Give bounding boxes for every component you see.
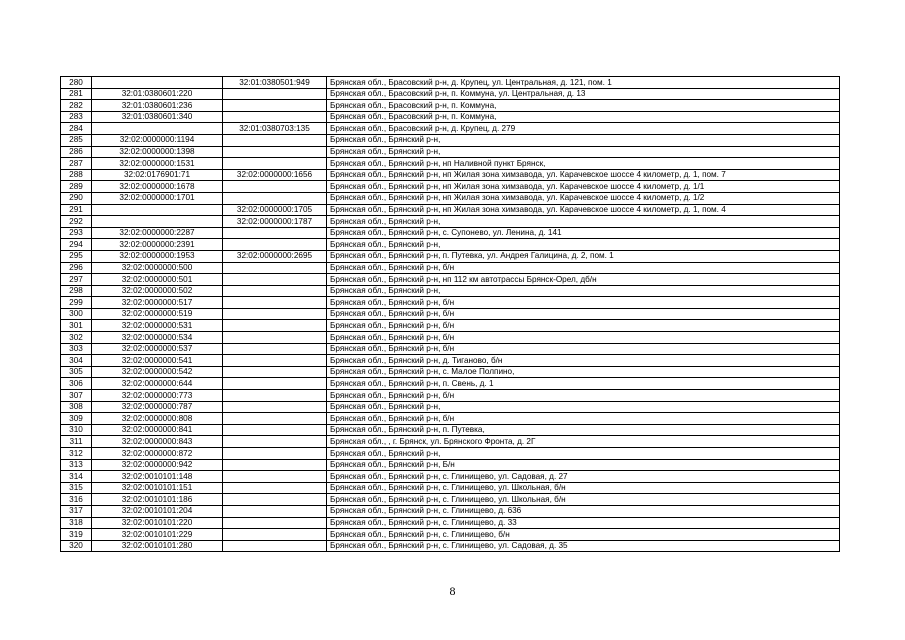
address: Брянская обл., Брянский р-н, <box>327 285 840 297</box>
cadastral-number-secondary <box>223 459 327 471</box>
table-row <box>61 332 840 344</box>
row-number: 295 <box>61 250 92 262</box>
row-number: 301 <box>61 320 92 332</box>
cadastral-number: 32:02:0000000:1398 <box>92 146 223 158</box>
address: Брянская обл., Брянский р-н, б/н <box>327 343 840 355</box>
cadastral-number-secondary <box>223 517 327 529</box>
cadastral-number-secondary <box>223 320 327 332</box>
table-row <box>61 355 840 367</box>
row-number: 319 <box>61 529 92 541</box>
table-row <box>61 262 840 274</box>
address: Брянская обл., Брянский р-н, д. Тиганово, б/н <box>327 355 840 367</box>
cadastral-number: 32:02:0000000:531 <box>92 320 223 332</box>
table-row <box>61 134 840 146</box>
row-number: 318 <box>61 517 92 529</box>
cadastral-number-secondary <box>223 355 327 367</box>
cadastral-number-secondary <box>223 88 327 100</box>
cadastral-number-secondary <box>223 262 327 274</box>
table-row <box>61 216 840 228</box>
cadastral-number-secondary <box>223 100 327 112</box>
table-row <box>61 100 840 112</box>
table-row <box>61 239 840 251</box>
cadastral-number-secondary <box>223 239 327 251</box>
cadastral-number-secondary: 32:01:0380703:135 <box>223 123 327 135</box>
table-row <box>61 111 840 123</box>
cadastral-number-secondary <box>223 448 327 460</box>
cadastral-number-secondary <box>223 529 327 541</box>
cadastral-number: 32:02:0000000:501 <box>92 274 223 286</box>
cadastral-number <box>92 123 223 135</box>
cadastral-number-secondary <box>223 297 327 309</box>
table-row <box>61 169 840 181</box>
cadastral-number-secondary <box>223 274 327 286</box>
cadastral-number: 32:02:0000000:519 <box>92 308 223 320</box>
row-number: 315 <box>61 482 92 494</box>
table-row <box>61 158 840 170</box>
cadastral-number: 32:02:0010101:204 <box>92 505 223 517</box>
cadastral-number-secondary: 32:02:0000000:2695 <box>223 250 327 262</box>
cadastral-number-secondary <box>223 505 327 517</box>
cadastral-number: 32:02:0000000:2287 <box>92 227 223 239</box>
table-row <box>61 494 840 506</box>
table-row <box>61 413 840 425</box>
table-row <box>61 274 840 286</box>
cadastral-number-secondary <box>223 332 327 344</box>
cadastral-number: 32:02:0000000:942 <box>92 459 223 471</box>
row-number: 314 <box>61 471 92 483</box>
cadastral-number: 32:02:0000000:500 <box>92 262 223 274</box>
address: Брянская обл., Брянский р-н, с. Глинищево, ул. Школьная, б/н <box>327 482 840 494</box>
cadastral-number: 32:02:0000000:843 <box>92 436 223 448</box>
cadastral-number: 32:02:0000000:872 <box>92 448 223 460</box>
row-number: 281 <box>61 88 92 100</box>
cadastral-number: 32:02:0000000:1531 <box>92 158 223 170</box>
cadastral-number: 32:01:0380601:340 <box>92 111 223 123</box>
cadastral-number: 32:02:0000000:787 <box>92 401 223 413</box>
address: Брянская обл., Брасовский р-н, п. Коммуна, <box>327 111 840 123</box>
table-row <box>61 297 840 309</box>
cadastral-number-secondary <box>223 540 327 552</box>
row-number: 316 <box>61 494 92 506</box>
cadastral-number: 32:02:0000000:2391 <box>92 239 223 251</box>
address: Брянская обл., Брянский р-н, с. Глинищево, б/н <box>327 529 840 541</box>
cadastral-number: 32:02:0000000:1194 <box>92 134 223 146</box>
cadastral-number-secondary <box>223 227 327 239</box>
address: Брянская обл., Брянский р-н, Б/н <box>327 459 840 471</box>
row-number: 298 <box>61 285 92 297</box>
table-row <box>61 181 840 193</box>
address: Брянская обл., Брянский р-н, б/н <box>327 320 840 332</box>
cadastral-number-secondary <box>223 390 327 402</box>
address: Брянская обл., Брянский р-н, п. Свень, д. 1 <box>327 378 840 390</box>
cadastral-number: 32:02:0000000:773 <box>92 390 223 402</box>
cadastral-number: 32:02:0010101:229 <box>92 529 223 541</box>
address: Брянская обл., Брянский р-н, с. Глинищево, ул. Садовая, д. 27 <box>327 471 840 483</box>
cadastral-number-secondary <box>223 424 327 436</box>
cadastral-number <box>92 77 223 89</box>
table-row <box>61 436 840 448</box>
row-number: 288 <box>61 169 92 181</box>
address: Брянская обл., Брасовский р-н, п. Коммуна, <box>327 100 840 112</box>
row-number: 287 <box>61 158 92 170</box>
address: Брянская обл., Брянский р-н, с. Глинищево, ул. Школьная, б/н <box>327 494 840 506</box>
cadastral-number-secondary: 32:02:0000000:1656 <box>223 169 327 181</box>
table-row <box>61 366 840 378</box>
address: Брянская обл., Брянский р-н, с. Глинищево, ул. Садовая, д. 35 <box>327 540 840 552</box>
row-number: 311 <box>61 436 92 448</box>
address: Брянская обл., Брасовский р-н, д. Крупец, ул. Центральная, д. 121, пом. 1 <box>327 77 840 89</box>
row-number: 308 <box>61 401 92 413</box>
cadastral-number: 32:02:0010101:151 <box>92 482 223 494</box>
table-row <box>61 459 840 471</box>
cadastral-number: 32:02:0000000:841 <box>92 424 223 436</box>
cadastral-number-secondary: 32:02:0000000:1787 <box>223 216 327 228</box>
row-number: 286 <box>61 146 92 158</box>
row-number: 313 <box>61 459 92 471</box>
row-number: 305 <box>61 366 92 378</box>
cadastral-number: 32:02:0000000:644 <box>92 378 223 390</box>
table-row <box>61 146 840 158</box>
address: Брянская обл., Брянский р-н, п. Путевка, ул. Андрея Галицина, д. 2, пом. 1 <box>327 250 840 262</box>
table-row <box>61 88 840 100</box>
row-number: 310 <box>61 424 92 436</box>
cadastral-number-secondary: 32:02:0000000:1705 <box>223 204 327 216</box>
table-row <box>61 505 840 517</box>
cadastral-number: 32:02:0000000:1678 <box>92 181 223 193</box>
row-number: 280 <box>61 77 92 89</box>
address: Брянская обл., Брянский р-н, нп Жилая зона химзавода, ул. Карачевское шоссе 4 километр, д. 1/1 <box>327 181 840 193</box>
table-row <box>61 343 840 355</box>
table-row <box>61 123 840 135</box>
cadastral-number: 32:02:0000000:542 <box>92 366 223 378</box>
row-number: 309 <box>61 413 92 425</box>
address: Брянская обл., Брянский р-н, <box>327 146 840 158</box>
address: Брянская обл., Брянский р-н, <box>327 134 840 146</box>
table-row <box>61 77 840 89</box>
address: Брянская обл., Брянский р-н, <box>327 448 840 460</box>
cadastral-number <box>92 204 223 216</box>
cadastral-number-secondary <box>223 482 327 494</box>
cadastral-number-secondary <box>223 134 327 146</box>
table-row <box>61 308 840 320</box>
address: Брянская обл., Брянский р-н, б/н <box>327 332 840 344</box>
table-row <box>61 540 840 552</box>
table-row <box>61 320 840 332</box>
row-number: 296 <box>61 262 92 274</box>
table-row <box>61 529 840 541</box>
address: Брянская обл., Брянский р-н, с. Глинищево, д. 33 <box>327 517 840 529</box>
table-row <box>61 227 840 239</box>
cadastral-number: 32:02:0000000:537 <box>92 343 223 355</box>
address: Брянская обл., Брянский р-н, с. Малое Полпино, <box>327 366 840 378</box>
table-row <box>61 378 840 390</box>
cadastral-number: 32:02:0010101:148 <box>92 471 223 483</box>
address: Брянская обл., Брянский р-н, б/н <box>327 413 840 425</box>
row-number: 293 <box>61 227 92 239</box>
row-number: 290 <box>61 192 92 204</box>
address: Брянская обл., Брянский р-н, <box>327 216 840 228</box>
cadastral-number-secondary <box>223 401 327 413</box>
row-number: 285 <box>61 134 92 146</box>
address: Брянская обл., Брянский р-н, <box>327 239 840 251</box>
cadastral-number: 32:02:0010101:220 <box>92 517 223 529</box>
row-number: 306 <box>61 378 92 390</box>
table-row <box>61 424 840 436</box>
row-number: 294 <box>61 239 92 251</box>
row-number: 303 <box>61 343 92 355</box>
address: Брянская обл., Брянский р-н, нп Жилая зона химзавода, ул. Карачевское шоссе 4 километр, д. 1, пом. 4 <box>327 204 840 216</box>
register-table-body <box>61 77 840 552</box>
table-row <box>61 401 840 413</box>
cadastral-number-secondary <box>223 308 327 320</box>
table-row <box>61 448 840 460</box>
cadastral-number: 32:02:0010101:186 <box>92 494 223 506</box>
address: Брянская обл., , г. Брянск, ул. Брянского Фронта, д. 2Г <box>327 436 840 448</box>
address: Брянская обл., Брасовский р-н, д. Крупец, д. 279 <box>327 123 840 135</box>
cadastral-number-secondary <box>223 181 327 193</box>
cadastral-number: 32:02:0000000:517 <box>92 297 223 309</box>
row-number: 292 <box>61 216 92 228</box>
address: Брянская обл., Брянский р-н, б/н <box>327 297 840 309</box>
cadastral-number <box>92 216 223 228</box>
table-row <box>61 471 840 483</box>
row-number: 312 <box>61 448 92 460</box>
cadastral-number: 32:02:0000000:502 <box>92 285 223 297</box>
cadastral-number-secondary <box>223 378 327 390</box>
address: Брянская обл., Брянский р-н, нп 112 км автотрассы Брянск-Орел, дб/н <box>327 274 840 286</box>
cadastral-number-secondary <box>223 413 327 425</box>
address: Брянская обл., Брянский р-н, нп Наливной пункт Брянск, <box>327 158 840 170</box>
cadastral-number-secondary <box>223 146 327 158</box>
cadastral-number: 32:02:0000000:808 <box>92 413 223 425</box>
row-number: 320 <box>61 540 92 552</box>
table-row <box>61 285 840 297</box>
address: Брянская обл., Брянский р-н, б/н <box>327 308 840 320</box>
row-number: 307 <box>61 390 92 402</box>
cadastral-number-secondary <box>223 471 327 483</box>
cadastral-number-secondary: 32:01:0380501:949 <box>223 77 327 89</box>
cadastral-number-secondary <box>223 343 327 355</box>
table-row <box>61 250 840 262</box>
address: Брянская обл., Брянский р-н, б/н <box>327 390 840 402</box>
row-number: 302 <box>61 332 92 344</box>
cadastral-number: 32:02:0176901:71 <box>92 169 223 181</box>
cadastral-number: 32:02:0000000:1953 <box>92 250 223 262</box>
row-number: 299 <box>61 297 92 309</box>
page-number: 8 <box>449 584 456 598</box>
cadastral-number-secondary <box>223 436 327 448</box>
cadastral-number: 32:02:0000000:1701 <box>92 192 223 204</box>
table-row <box>61 204 840 216</box>
cadastral-number: 32:02:0000000:534 <box>92 332 223 344</box>
cadastral-number-secondary <box>223 111 327 123</box>
cadastral-number: 32:02:0010101:280 <box>92 540 223 552</box>
cadastral-number: 32:01:0380601:220 <box>92 88 223 100</box>
row-number: 282 <box>61 100 92 112</box>
table-row <box>61 390 840 402</box>
address: Брянская обл., Брянский р-н, <box>327 401 840 413</box>
cadastral-number-secondary <box>223 366 327 378</box>
address: Брянская обл., Брянский р-н, с. Глинищево, д. 636 <box>327 505 840 517</box>
row-number: 289 <box>61 181 92 193</box>
row-number: 283 <box>61 111 92 123</box>
address: Брянская обл., Брянский р-н, б/н <box>327 262 840 274</box>
property-register-table <box>60 76 840 552</box>
address: Брянская обл., Брянский р-н, нп Жилая зона химзавода, ул. Карачевское шоссе 4 километр, д. 1/2 <box>327 192 840 204</box>
cadastral-number: 32:01:0380601:236 <box>92 100 223 112</box>
row-number: 317 <box>61 505 92 517</box>
cadastral-number-secondary <box>223 158 327 170</box>
row-number: 284 <box>61 123 92 135</box>
address: Брянская обл., Брасовский р-н, п. Коммуна, ул. Центральная, д. 13 <box>327 88 840 100</box>
cadastral-number-secondary <box>223 285 327 297</box>
table-row <box>61 482 840 494</box>
cadastral-number: 32:02:0000000:541 <box>92 355 223 367</box>
address: Брянская обл., Брянский р-н, п. Путевка, <box>327 424 840 436</box>
row-number: 291 <box>61 204 92 216</box>
row-number: 300 <box>61 308 92 320</box>
cadastral-number-secondary <box>223 494 327 506</box>
address: Брянская обл., Брянский р-н, нп Жилая зона химзавода, ул. Карачевское шоссе 4 километр, д. 1, пом. 7 <box>327 169 840 181</box>
table-row <box>61 192 840 204</box>
table-row <box>61 517 840 529</box>
address: Брянская обл., Брянский р-н, с. Супонево, ул. Ленина, д. 141 <box>327 227 840 239</box>
row-number: 297 <box>61 274 92 286</box>
row-number: 304 <box>61 355 92 367</box>
cadastral-number-secondary <box>223 192 327 204</box>
